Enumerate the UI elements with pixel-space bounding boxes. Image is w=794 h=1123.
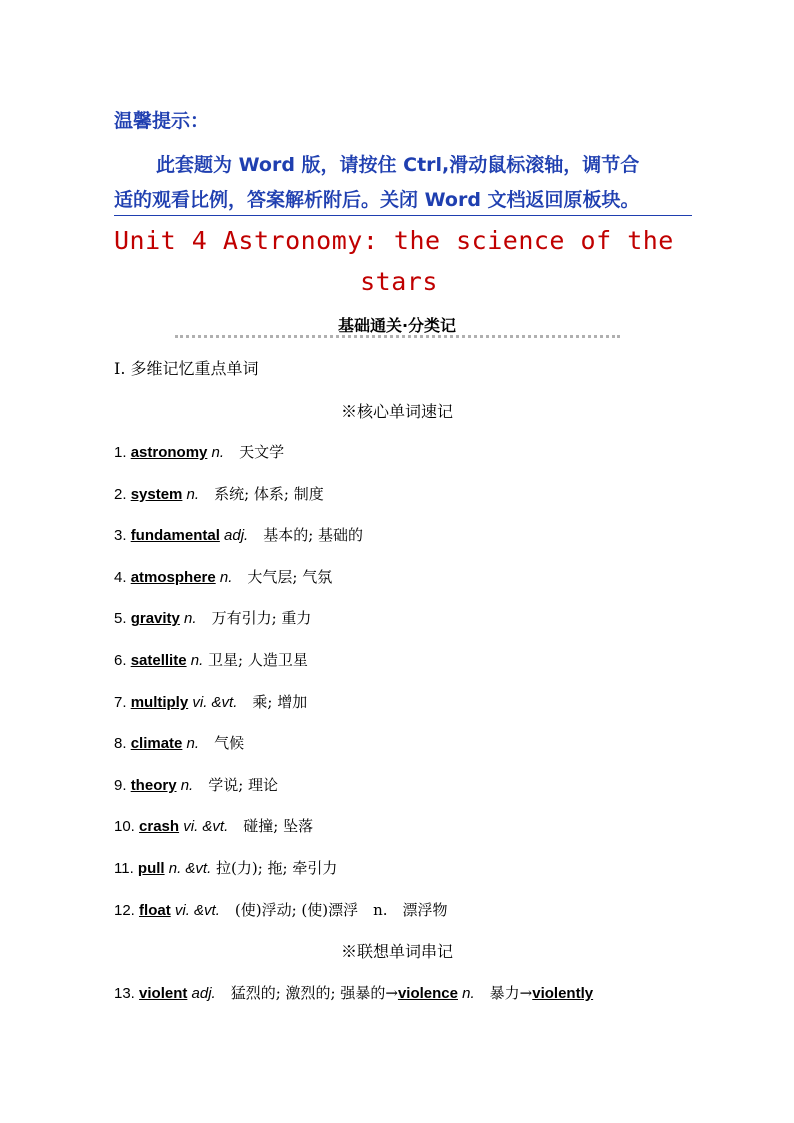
item-number: 7. (114, 693, 131, 711)
word-meaning: 天文学 (224, 443, 285, 461)
item-number: 8. (114, 735, 131, 753)
part-of-speech: n. (179, 610, 197, 628)
unit-title-line-2: stars (360, 267, 438, 296)
derived-meaning: 暴力→ (474, 984, 533, 1002)
derived-word-2: violently (532, 985, 594, 1002)
word-meaning: 猛烈的; 激烈的; 强暴的→ (215, 984, 398, 1002)
part-of-speech: vi. &vt. (170, 901, 220, 919)
item-number: 5. (114, 610, 131, 628)
vocab-word: system (130, 485, 183, 503)
tip-title: 温馨提示： (114, 110, 210, 132)
section-heading: 基础通关·分类记 (337, 316, 457, 335)
part-of-speech: n. (176, 776, 194, 794)
word-item (114, 815, 313, 836)
part-of-speech: n. (186, 652, 204, 669)
item-number: 13. (114, 985, 140, 1002)
word-meaning: 碰撞; 坠落 (228, 817, 314, 836)
tip-line-1: 此套题为 Word 版，请按住 Ctrl,滑动鼠标滚轴，调节合 (156, 154, 640, 176)
word-item (114, 732, 244, 753)
word-meaning: 基本的; 基础的 (248, 526, 364, 545)
vocab-word: climate (130, 735, 183, 753)
item-number: 3. (114, 527, 131, 545)
part-of-speech: n. (207, 444, 225, 461)
item-number: 12. (114, 901, 140, 919)
word-meaning: 万有引力; 重力 (196, 609, 312, 628)
word-item (114, 607, 311, 628)
vocab-word: astronomy (130, 444, 208, 461)
vocab-word: theory (130, 776, 177, 794)
core-words-heading: ※核心单词速记 (340, 402, 453, 421)
vocab-word: pull (137, 860, 165, 877)
word-item (114, 899, 448, 920)
vocab-word: satellite (130, 652, 187, 669)
item-number: 4. (114, 568, 131, 586)
item-number: 6. (114, 652, 131, 669)
dotted-divider (175, 335, 620, 338)
tip-line-2: 适的观看比例，答案解析附后。关闭 Word 文档返回原板块。 (114, 185, 692, 216)
vocab-word: gravity (130, 610, 180, 628)
part-of-speech: n. &vt. (164, 860, 212, 877)
word-item (114, 691, 307, 712)
word-item (114, 857, 337, 878)
word-meaning: 卫星; 人造卫星 (203, 651, 308, 669)
vocab-word: fundamental (130, 527, 220, 545)
word-meaning: (使)浮动; (使)漂浮 n. 漂浮物 (219, 900, 448, 919)
vocab-word: crash (139, 818, 180, 836)
item-number: 1. (114, 444, 131, 461)
word-meaning: 乘; 增加 (237, 692, 308, 711)
word-meaning: 学说; 理论 (193, 775, 279, 794)
word-meaning: 气候 (199, 734, 245, 753)
vocab-word: multiply (130, 693, 189, 711)
part-of-speech: adj. (219, 527, 249, 545)
part-of-speech: n. (215, 568, 233, 586)
word-item (114, 774, 278, 795)
word-item (114, 566, 332, 587)
word-item (114, 524, 363, 545)
word-meaning: 拉(力); 拖; 牵引力 (211, 859, 338, 877)
derived-word: violence (397, 985, 458, 1002)
unit-title-line-1: Unit 4 Astronomy: the science of the (114, 226, 674, 255)
vocab-word: violent (139, 985, 188, 1002)
part-heading: Ⅰ. 多维记忆重点单词 (114, 359, 259, 378)
vocab-word: atmosphere (130, 568, 216, 586)
part-of-speech: n. (182, 485, 200, 503)
item-number: 11. (114, 860, 138, 877)
word-meaning: 系统; 体系; 制度 (199, 484, 324, 503)
part-of-speech: vi. &vt. (179, 818, 229, 836)
derived-part-of-speech: n. (457, 985, 475, 1002)
unit-title (114, 226, 684, 296)
part-of-speech: n. (182, 735, 200, 753)
item-number: 2. (114, 485, 131, 503)
part-of-speech: vi. &vt. (188, 693, 238, 711)
word-item (114, 483, 324, 504)
word-meaning: 大气层; 气氛 (232, 567, 333, 586)
word-item (114, 441, 284, 462)
part-of-speech: adj. (187, 985, 216, 1002)
word-item (114, 649, 308, 670)
item-number: 9. (114, 776, 131, 794)
tip-body (114, 146, 692, 216)
associated-words-heading: ※联想单词串记 (340, 942, 453, 961)
vocab-word: float (139, 901, 171, 919)
word-item-13 (114, 982, 593, 1003)
item-number: 10. (114, 818, 140, 836)
